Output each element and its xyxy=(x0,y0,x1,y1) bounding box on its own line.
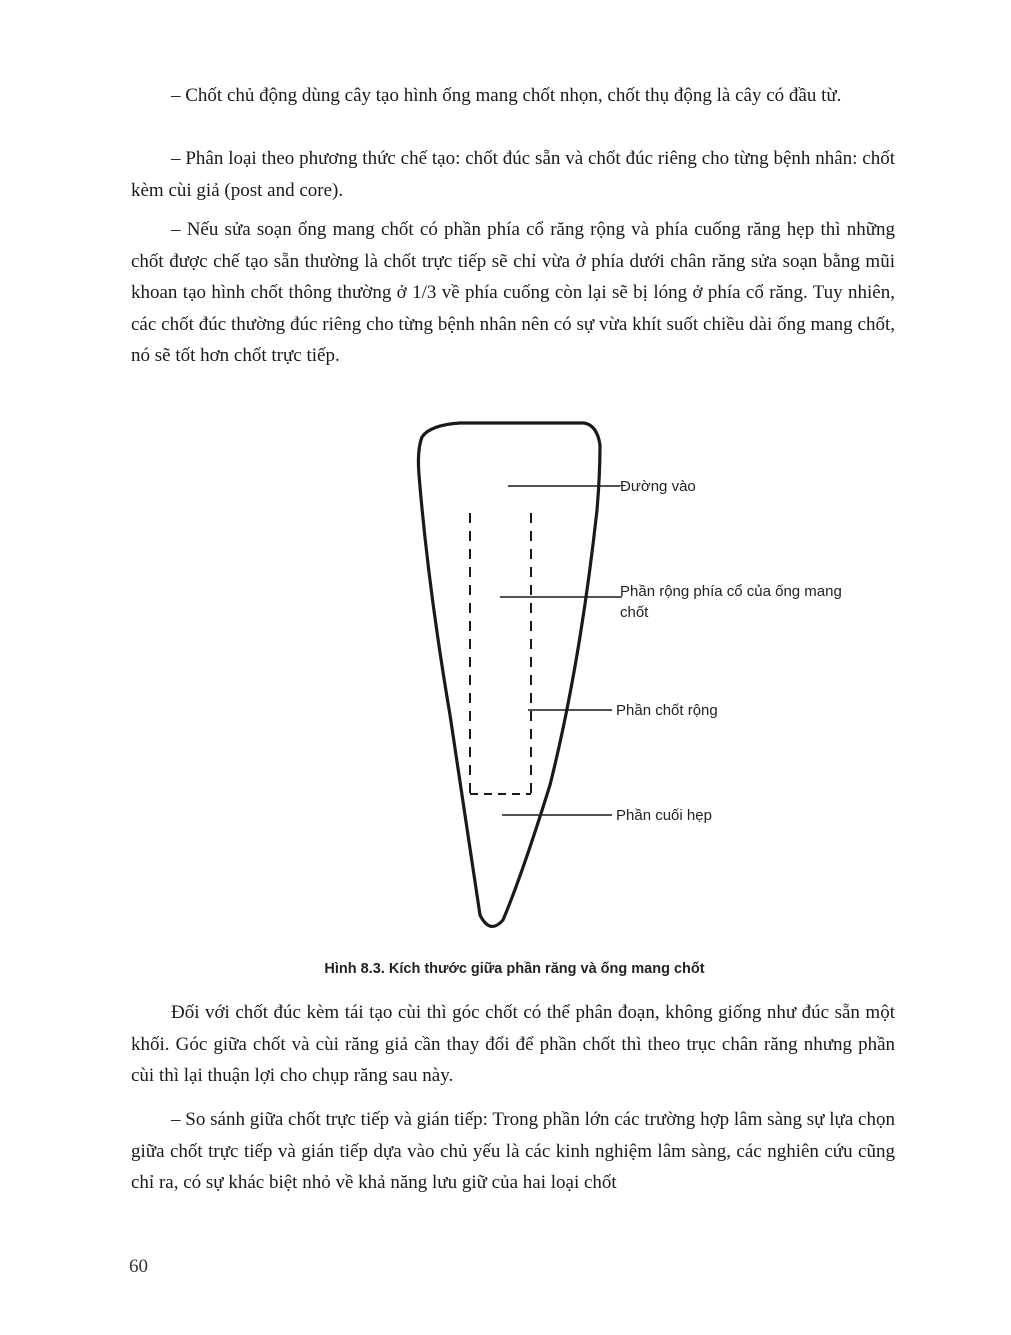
paragraph-direct-indirect-comparison: – So sánh giữa chốt trực tiếp và gián tiếp: Trong phần lớn các trường hợp lâm sàng sự lựa chọn giữa chốt trực tiếp và gián tiếp dựa vào chủ yếu là các kinh nghiệm lâm sàng, các nghiên cứu cũng chỉ ra, có sự khác biệt nhỏ về khả năng lưu giữ của hai loại chốt xyxy=(131,1109,895,1193)
paragraph-classification: – Phân loại theo phương thức chế tạo: chốt đúc sẵn và chốt đúc riêng cho từng bệnh nhân: chốt kèm cùi giả (post and core). xyxy=(131,148,895,201)
label-wide-post-part: Phần chốt rộng xyxy=(616,702,718,719)
paragraph-active-passive-post: – Chốt chủ động dùng cây tạo hình ống mang chốt nhọn, chốt thụ động là cây có đầu từ. xyxy=(171,85,842,106)
figure-caption: Hình 8.3. Kích thước giữa phần răng và ống mang chốt xyxy=(324,961,705,977)
label-entry: Đường vào xyxy=(620,478,696,495)
tooth-root-figure xyxy=(400,415,860,935)
label-narrow-end: Phần cuối hẹp xyxy=(616,807,712,824)
root-outline xyxy=(418,423,600,926)
paragraph-cast-post-core: Đối với chốt đúc kèm tái tạo cùi thì góc chốt có thể phân đoạn, không giống như đúc sẵn một khối. Góc giữa chốt và cùi răng giả cần thay đổi để phần chốt thì theo trục chân răng nhưng phần cùi thì lại thuận lợi cho chụp răng sau này. xyxy=(131,1002,895,1086)
label-cervical-wide-part: Phần rộng phía cổ của ống mang chốt xyxy=(620,583,842,621)
page-number: 60 xyxy=(129,1256,148,1277)
paragraph-canal-preparation: – Nếu sửa soạn ống mang chốt có phần phía cổ răng rộng và phía cuống răng hẹp thì những chốt được chế tạo sẵn thường là chốt trực tiếp sẽ chỉ vừa ở phía dưới chân răng sửa soạn bằng mũi khoan tạo hình chốt thông thường ở 1/3 về phía cuống còn lại sẽ bị lóng ở phía cổ răng. Tuy nhiên, các chốt đúc thường đúc riêng cho từng bệnh nhân nên có sự vừa khít suốt chiều dài ống mang chốt, nó sẽ tốt hơn chốt trực tiếp. xyxy=(131,219,895,366)
